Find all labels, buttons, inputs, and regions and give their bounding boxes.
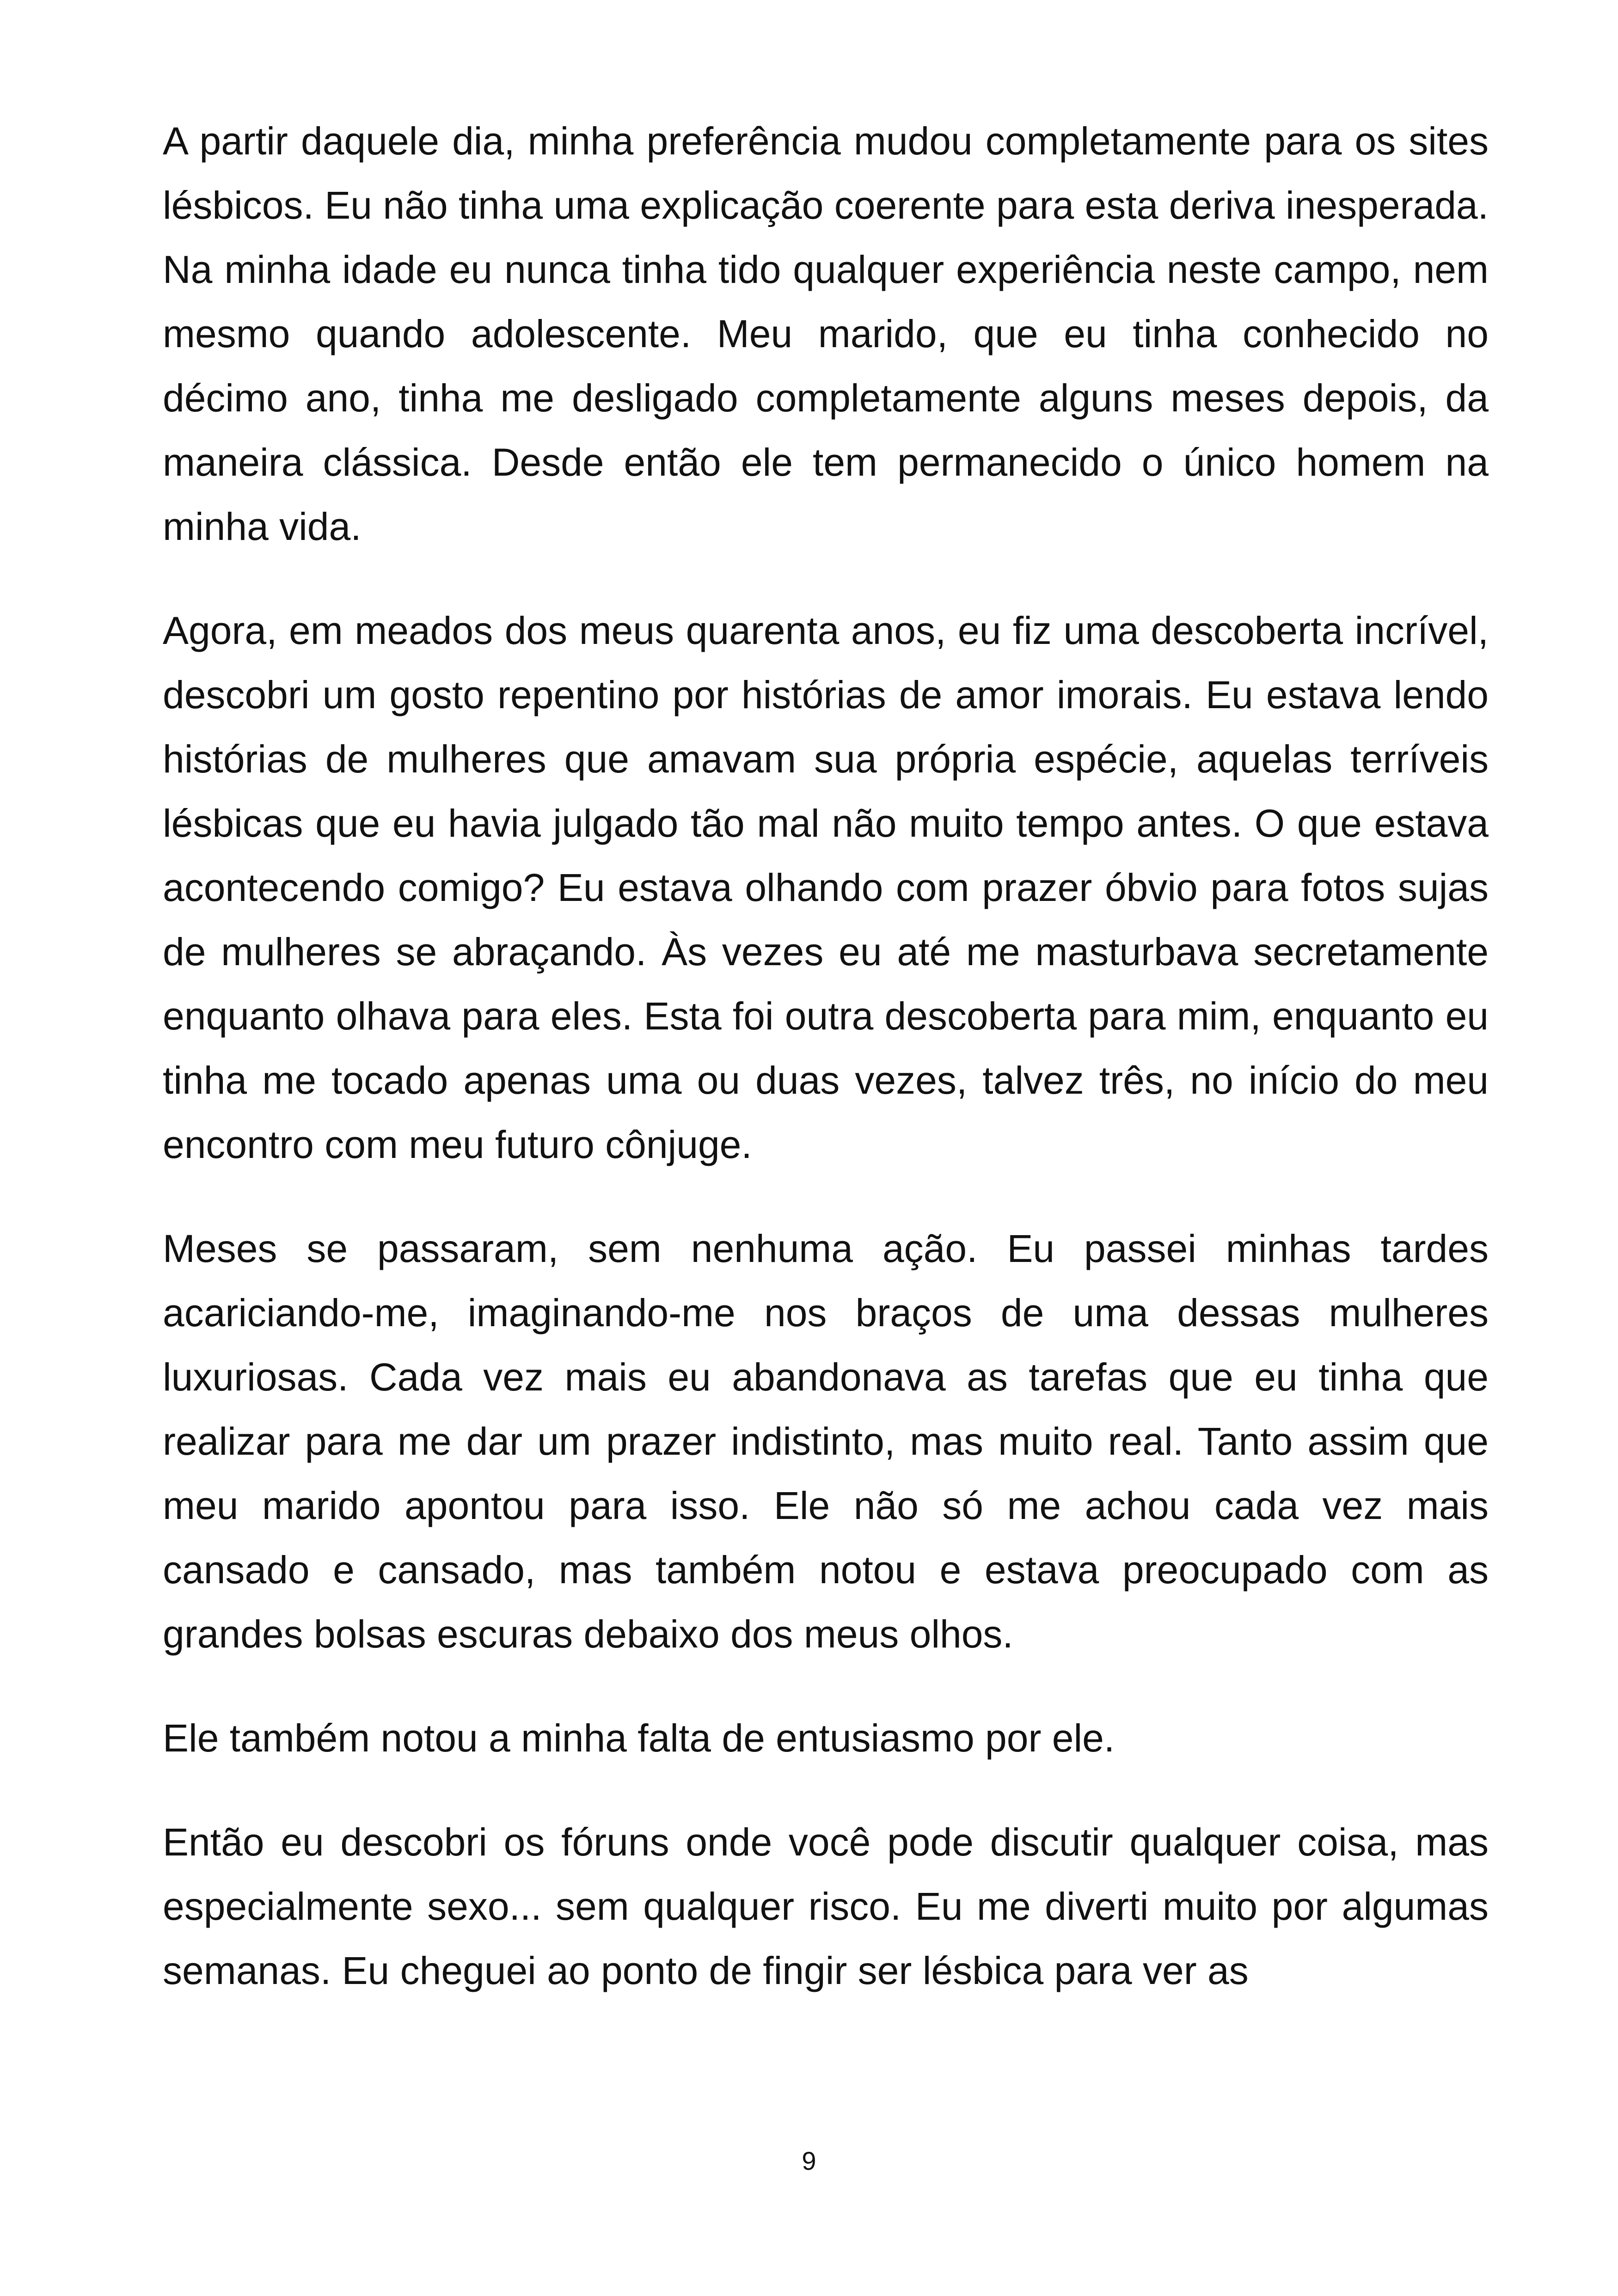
- paragraph-5: Então eu descobri os fóruns onde você pode discutir qualquer coisa, mas especialmente sexo... sem qualquer risco. Eu me diverti muito por algumas semanas. Eu cheguei ao ponto de fingir ser lésbica para ver as: [163, 1820, 1489, 1992]
- paragraph-4: Ele também notou a minha falta de entusiasmo por ele.: [163, 1716, 1115, 1760]
- paragraph-2: Agora, em meados dos meus quarenta anos, eu fiz uma descoberta incrível, descobri um gosto repentino por histórias de amor imorais. Eu estava lendo histórias de mulheres que amavam sua própria espécie, aquelas terríveis lésbicas que eu havia julgado tão mal não muito tempo antes. O que estava acontecendo comigo? Eu estava olhando com prazer óbvio para fotos sujas de mulheres se abraçando. Às vezes eu até me masturbava secretamente enquanto olhava para eles. Esta foi outra descoberta para mim, enquanto eu tinha me tocado apenas uma ou duas vezes, talvez três, no início do meu encontro com meu futuro cônjuge.: [163, 609, 1489, 1166]
- paragraph-3: Meses se passaram, sem nenhuma ação. Eu passei minhas tardes acariciando-me, imaginando-me nos braços de uma dessas mulheres luxuriosas. Cada vez mais eu abandonava as tarefas que eu tinha que realizar para me dar um prazer indistinto, mas muito real. Tanto assim que meu marido apontou para isso. Ele não só me achou cada vez mais cansado e cansado, mas também notou e estava preocupado com as grandes bolsas escuras debaixo dos meus olhos.: [163, 1227, 1489, 1656]
- page-number: 9: [802, 2146, 816, 2175]
- body-text: [163, 109, 1489, 2043]
- paragraph-1: A partir daquele dia, minha preferência mudou completamente para os sites lésbicos. Eu não tinha uma explicação coerente para esta deriva inesperada. Na minha idade eu nunca tinha tido qualquer experiência neste campo, nem mesmo quando adolescente. Meu marido, que eu tinha conhecido no décimo ano, tinha me desligado completamente alguns meses depois, da maneira clássica. Desde então ele tem permanecido o único homem na minha vida.: [163, 119, 1489, 548]
